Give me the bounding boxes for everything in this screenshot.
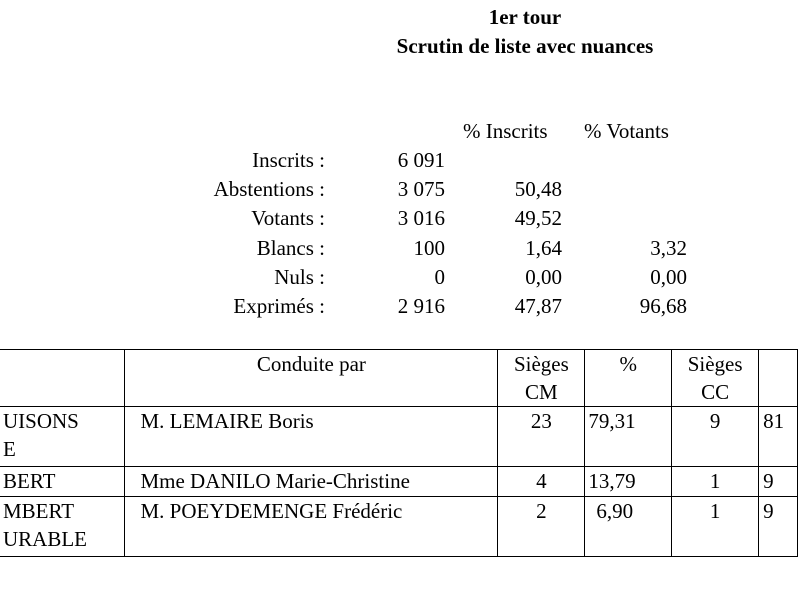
stat-pct-votants-nuls: 0,00: [650, 265, 687, 289]
header-pct: %: [585, 350, 672, 407]
stat-label-votants: Votants :: [251, 206, 325, 230]
lead-cell: Mme DANILO Marie-Christine: [125, 467, 498, 497]
list-name-line1: BERT: [3, 469, 56, 493]
table-row: [0, 497, 798, 557]
list-name-cell: [0, 497, 125, 557]
sieges-cm-cell: 4: [498, 467, 585, 497]
pct-cell: 79,31: [585, 407, 672, 467]
pct-cell: 13,79: [585, 467, 672, 497]
table-row: [0, 467, 798, 497]
header-sieges-cc-line1: Sièges: [687, 352, 743, 376]
table-header-row: [0, 350, 798, 407]
pct-cell: 6,90: [585, 497, 672, 557]
header-sieges-cm: [498, 350, 585, 407]
cc-pct-cell: 9: [759, 497, 798, 557]
stat-label-exprimes: Exprimés :: [233, 294, 325, 318]
lead-cell: M. LEMAIRE Boris: [125, 407, 498, 467]
stat-value-votants: 3 016: [397, 206, 445, 230]
stat-value-nuls: 0: [434, 265, 445, 289]
sieges-cc-cell: 1: [672, 467, 759, 497]
stat-pct-inscrits-blancs: 1,64: [525, 236, 562, 260]
pct-votants-header: % Votants: [584, 119, 669, 143]
header-cc-pct: [759, 350, 798, 407]
stat-value-abstentions: 3 075: [397, 177, 445, 201]
header-sieges-cc-line2: CC: [701, 380, 730, 404]
stat-pct-inscrits-nuls: 0,00: [525, 265, 562, 289]
stat-value-exprimes: 2 916: [397, 294, 445, 318]
stat-label-nuls: Nuls :: [274, 265, 325, 289]
ballot-type-title: Scrutin de liste avec nuances: [396, 34, 654, 58]
sieges-cm-cell: 2: [498, 497, 585, 557]
list-name-line2: E: [3, 437, 16, 461]
table-row: [0, 407, 798, 467]
stat-label-abstentions: Abstentions :: [213, 177, 325, 201]
header-sieges-cm-line1: Sièges: [513, 352, 569, 376]
header-sieges-cc: [672, 350, 759, 407]
stat-pct-inscrits-abstentions: 50,48: [514, 177, 562, 201]
header-conduite: Conduite par: [125, 350, 498, 407]
stat-value-blancs: 100: [413, 236, 445, 260]
stat-value-inscrits: 6 091: [397, 148, 445, 172]
stat-pct-votants-exprimes: 96,68: [639, 294, 687, 318]
sieges-cc-cell: 1: [672, 497, 759, 557]
list-name-line2: URABLE: [3, 527, 87, 551]
round-title: 1er tour: [488, 5, 562, 29]
stat-pct-inscrits-exprimes: 47,87: [514, 294, 562, 318]
sieges-cc-cell: 9: [672, 407, 759, 467]
results-table: [0, 349, 798, 557]
header-list: [0, 350, 125, 407]
cc-pct-cell: 81: [759, 407, 798, 467]
pct-inscrits-header: % Inscrits: [463, 119, 548, 143]
sieges-cm-cell: 23: [498, 407, 585, 467]
stat-label-blancs: Blancs :: [256, 236, 325, 260]
list-name-line1: UISONS: [3, 409, 79, 433]
cc-pct-cell: 9: [759, 467, 798, 497]
lead-cell: M. POEYDEMENGE Frédéric: [125, 497, 498, 557]
list-name-cell: [0, 407, 125, 467]
header-sieges-cm-line2: CM: [525, 380, 558, 404]
list-name-cell: [0, 467, 125, 497]
stat-pct-votants-blancs: 3,32: [650, 236, 687, 260]
stat-label-inscrits: Inscrits :: [252, 148, 325, 172]
list-name-line1: MBERT: [3, 499, 75, 523]
stat-pct-inscrits-votants: 49,52: [514, 206, 562, 230]
